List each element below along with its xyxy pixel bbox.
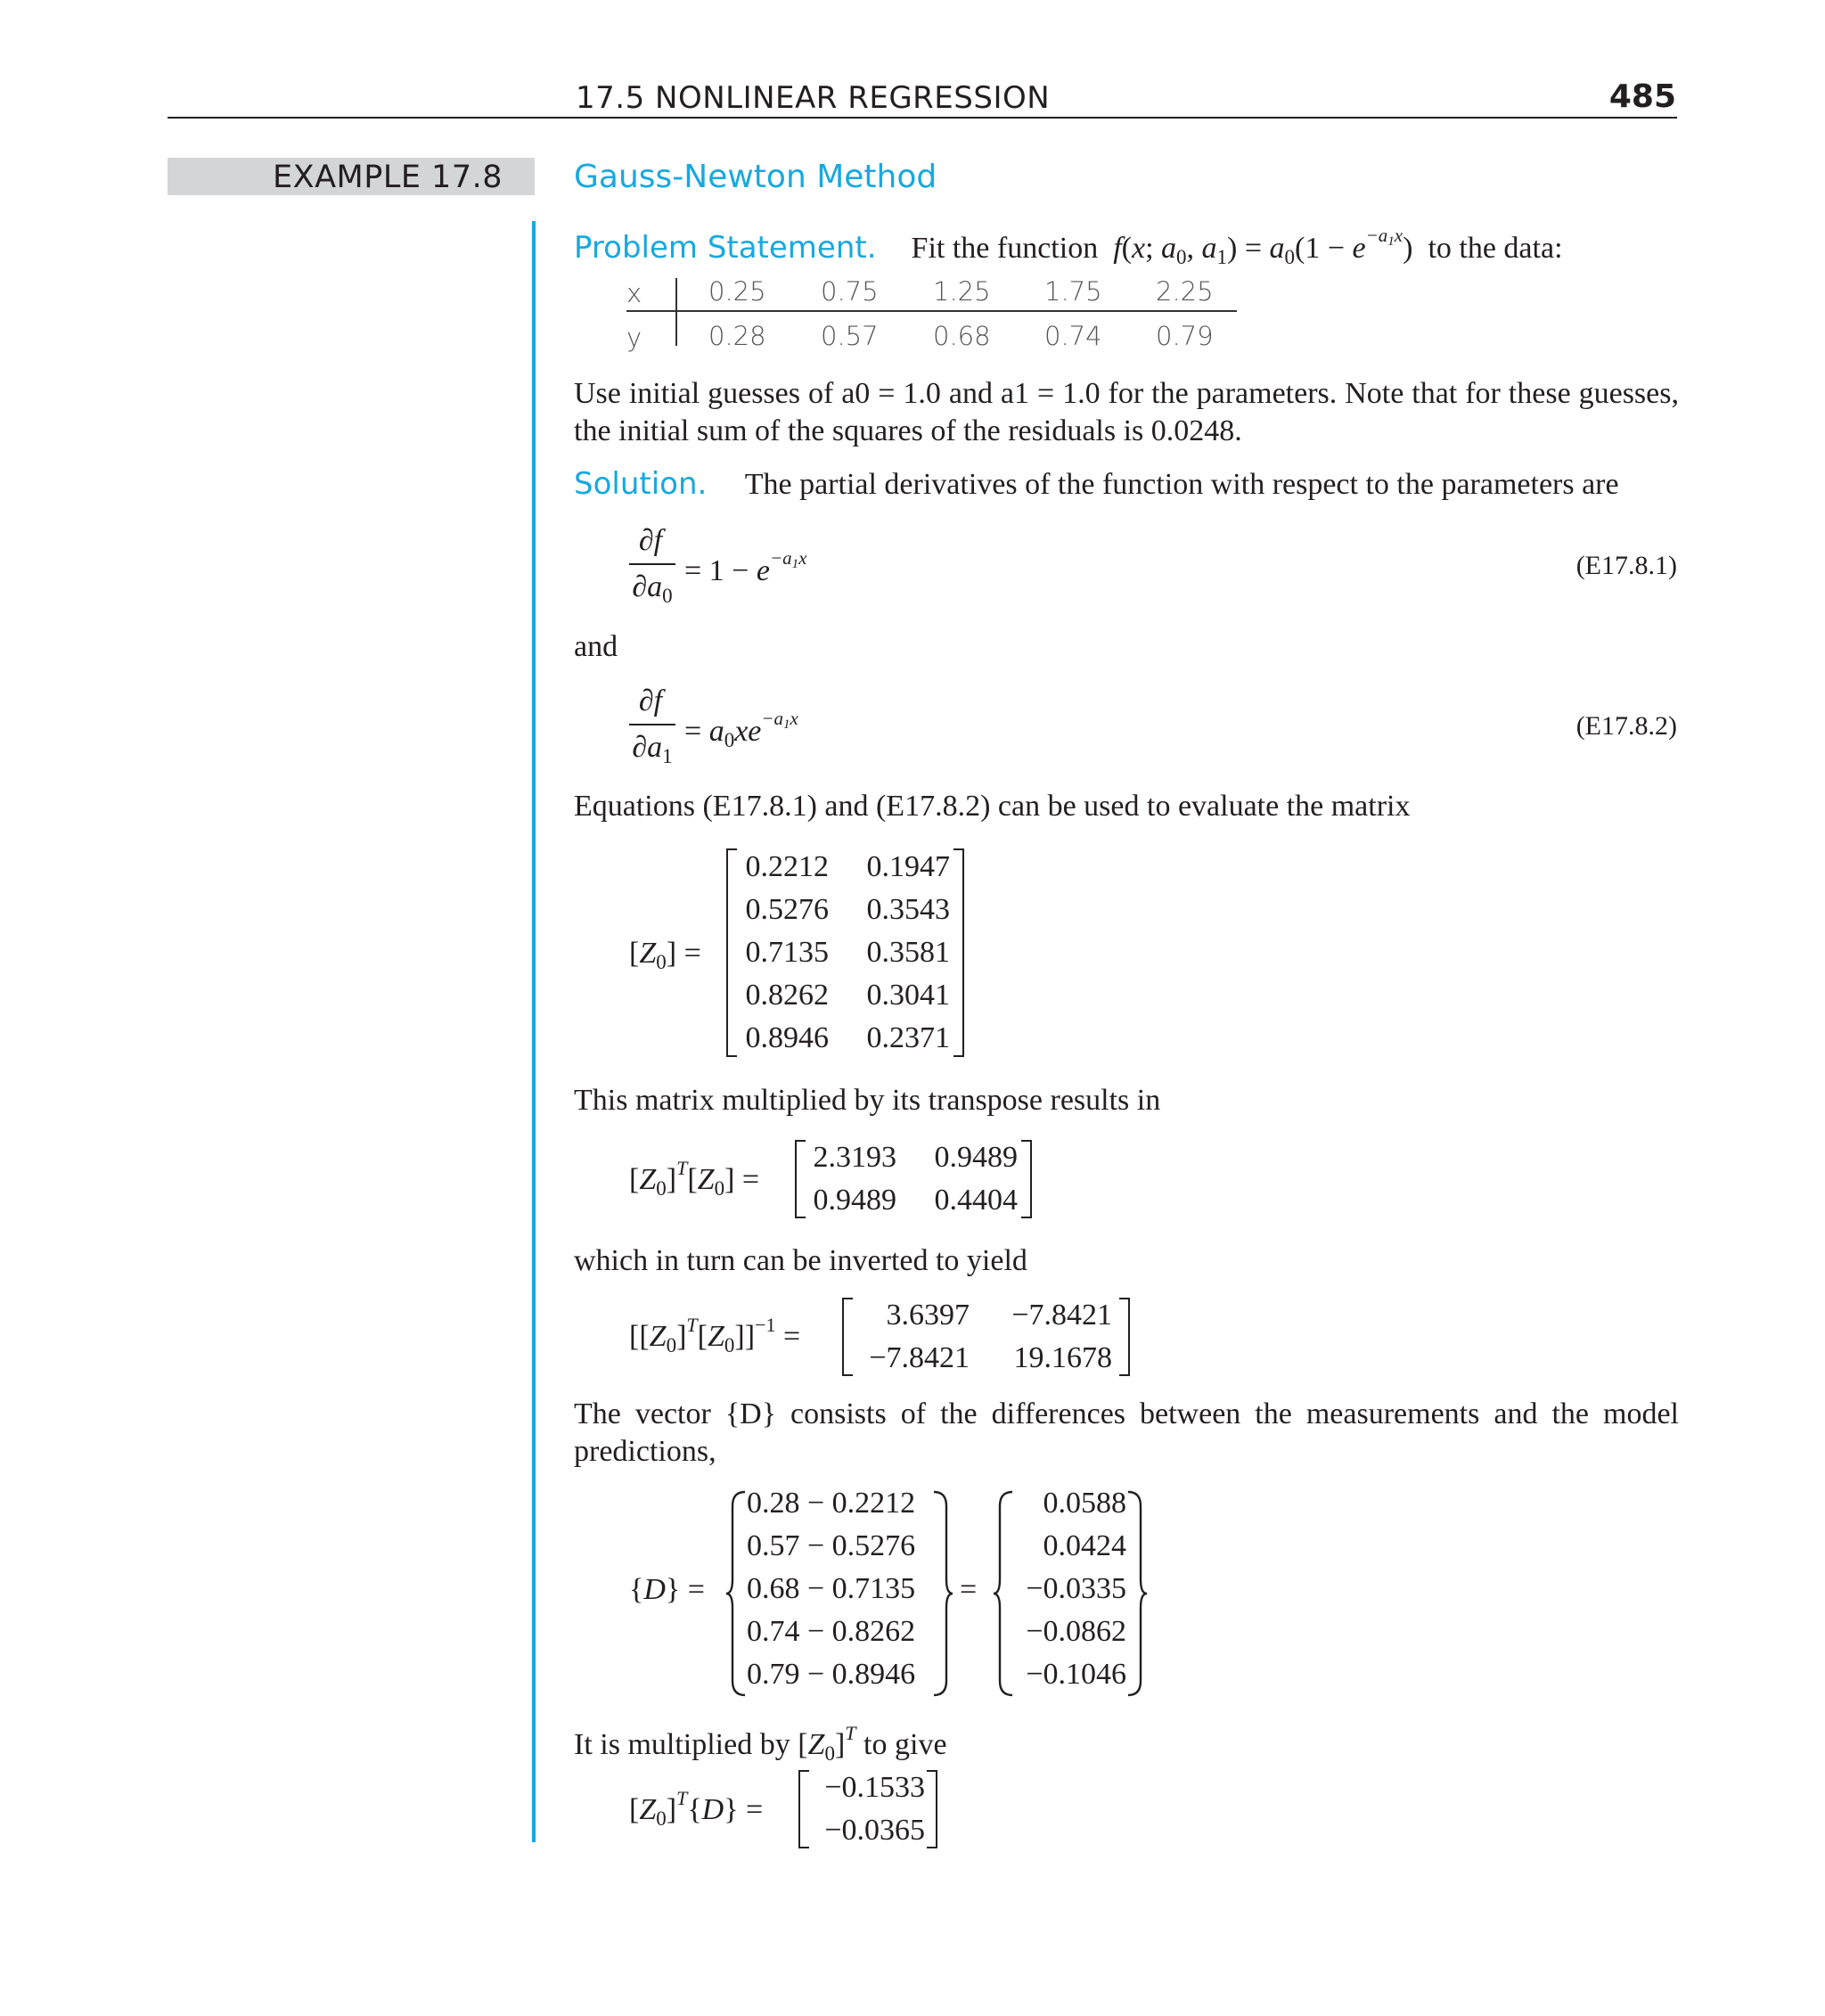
- right-bracket: [1021, 1140, 1032, 1218]
- left-bracket: [795, 1140, 806, 1218]
- vector-cell: −0.0335: [1026, 1572, 1126, 1605]
- vector-cell: 0.57 − 0.5276: [747, 1529, 916, 1562]
- matrix-cell: 2.3193: [813, 1141, 896, 1174]
- table-horizontal-rule: [626, 310, 1237, 312]
- matrix-cell: 0.3543: [866, 893, 950, 926]
- vector-cell: 0.79 − 0.8946: [747, 1658, 916, 1691]
- matrix-cell: 0.4404: [934, 1184, 1018, 1217]
- table-cell: 0.79: [1156, 321, 1214, 351]
- eq2-denominator: $\partial a_1$: [632, 731, 673, 767]
- problem-lead: Fit the function: [911, 232, 1099, 265]
- vector-cell: 0.68 − 0.7135: [747, 1572, 916, 1605]
- text-vector-line2: predictions,: [574, 1435, 716, 1468]
- matrix-cell: 0.9489: [934, 1141, 1018, 1174]
- table-cell: 0.75: [821, 276, 879, 307]
- solution-heading: Solution.: [574, 466, 708, 502]
- example-margin-bar: [532, 221, 536, 1842]
- vector-cell: −0.1533: [824, 1771, 925, 1804]
- table-x-label: x: [626, 278, 642, 308]
- eq1-rhs: = $1 - e^{-a1x}$: [684, 547, 807, 587]
- right-bracket: [1119, 1298, 1130, 1376]
- eq2-numerator: ∂f: [638, 684, 663, 717]
- eq1-fraction-bar: [629, 563, 675, 565]
- text-invert: which in turn can be inverted to yield: [574, 1244, 1027, 1277]
- right-bracket: [953, 848, 964, 1057]
- example-label-box: [168, 158, 535, 195]
- solution-intro: The partial derivatives of the function with respect to the parameters are: [744, 468, 1619, 501]
- ztd-label: $[Z_0]^T\{D\}$ =: [629, 1787, 764, 1830]
- eq1-numerator: ∂f: [638, 524, 663, 557]
- problem-paragraph: Use initial guesses of a0 = 1.0 and a1 = 1.0 for the parameters. Note that for these guesses, the initial sum of the squares of the residuals is 0.0248.: [574, 377, 1679, 447]
- problem-tail: to the data:: [1428, 232, 1563, 265]
- vector-cell: −0.1046: [1026, 1658, 1126, 1691]
- matrix-cell: 0.1947: [866, 850, 950, 883]
- matrix-cell: 19.1678: [1013, 1341, 1112, 1374]
- vector-cell: 0.0424: [1043, 1529, 1126, 1562]
- table-cell: 0.68: [933, 321, 991, 351]
- table-cell: 0.28: [708, 321, 766, 351]
- running-head: 17.5 NONLINEAR REGRESSION: [576, 80, 1051, 116]
- left-brace: [993, 1490, 1014, 1697]
- solution-line: [574, 465, 1619, 504]
- d-label: {D} =: [629, 1573, 705, 1606]
- table-cell: 0.25: [708, 276, 766, 307]
- eq2-fraction-bar: [629, 724, 675, 725]
- eq1-tag: (E17.8.1): [1575, 551, 1677, 580]
- example-label: EXAMPLE 17.8: [272, 160, 503, 195]
- table-y-label: y: [626, 323, 642, 353]
- function-expression: f(x; $a_0$, $a_1) = a_0(1 - e^{-a1x})$: [1113, 225, 1420, 268]
- left-bracket: [798, 1770, 809, 1848]
- text-vector-line1: The vector {D} consists of the differences between the measurements and the model: [574, 1397, 1679, 1430]
- ztz-inverse-label: $[[Z_0]^T[Z_0]]^{-1}$ =: [629, 1314, 801, 1356]
- matrix-cell: 0.8946: [745, 1021, 829, 1054]
- matrix-cell: −7.8421: [1011, 1299, 1112, 1332]
- vector-cell: 0.28 − 0.2212: [747, 1487, 916, 1520]
- right-bracket: [927, 1770, 937, 1848]
- matrix-cell: 0.5276: [745, 893, 829, 926]
- left-bracket: [842, 1298, 853, 1376]
- matrix-cell: 0.3041: [866, 979, 950, 1012]
- matrix-cell: 0.9489: [813, 1184, 896, 1217]
- matrix-cell: 0.7135: [745, 936, 829, 969]
- matrix-cell: 0.2371: [866, 1021, 950, 1054]
- and-text: and: [574, 630, 618, 663]
- matrix-cell: 0.8262: [745, 979, 829, 1012]
- matrix-cell: −7.8421: [869, 1341, 970, 1374]
- problem-heading: Problem Statement.: [574, 230, 877, 266]
- table-cell: 2.25: [1156, 276, 1214, 307]
- eq1-denominator: $\partial a_0$: [632, 570, 673, 607]
- left-brace: [725, 1490, 747, 1697]
- table-vertical-rule: [675, 278, 677, 346]
- z0-label: $[Z_0]$ =: [629, 937, 701, 973]
- ztz-label: $[Z_0]^T[Z_0]$ =: [629, 1157, 760, 1200]
- vector-cell: 0.0588: [1043, 1487, 1126, 1520]
- equals-sign: =: [960, 1573, 978, 1606]
- table-cell: 0.57: [821, 321, 879, 351]
- vector-cell: 0.74 − 0.8262: [747, 1615, 916, 1648]
- matrix-cell: 0.2212: [745, 850, 829, 883]
- page-number: 485: [1608, 78, 1676, 115]
- eq2-tag: (E17.8.2): [1575, 711, 1677, 741]
- text-multiplied: It is multiplied by $[Z_0]^T$ to give: [574, 1722, 947, 1765]
- right-brace: [1126, 1490, 1148, 1697]
- text-transpose: This matrix multiplied by its transpose results in: [574, 1084, 1161, 1117]
- table-cell: 1.25: [933, 276, 991, 307]
- vector-cell: −0.0862: [1026, 1615, 1126, 1648]
- matrix-cell: 3.6397: [886, 1299, 970, 1332]
- example-title: Gauss-Newton Method: [574, 159, 937, 195]
- right-brace: [932, 1490, 953, 1697]
- eq2-rhs: = $a_0xe^{-a1x}$: [684, 708, 798, 751]
- problem-statement-line: [574, 217, 1563, 276]
- table-cell: 1.75: [1044, 276, 1102, 307]
- header-rule: [168, 117, 1677, 119]
- left-bracket: [726, 848, 737, 1057]
- matrix-cell: 0.3581: [866, 936, 950, 969]
- text-evaluate-matrix: Equations (E17.8.1) and (E17.8.2) can be used to evaluate the matrix: [574, 790, 1411, 823]
- vector-cell: −0.0365: [824, 1814, 925, 1847]
- table-cell: 0.74: [1044, 321, 1102, 351]
